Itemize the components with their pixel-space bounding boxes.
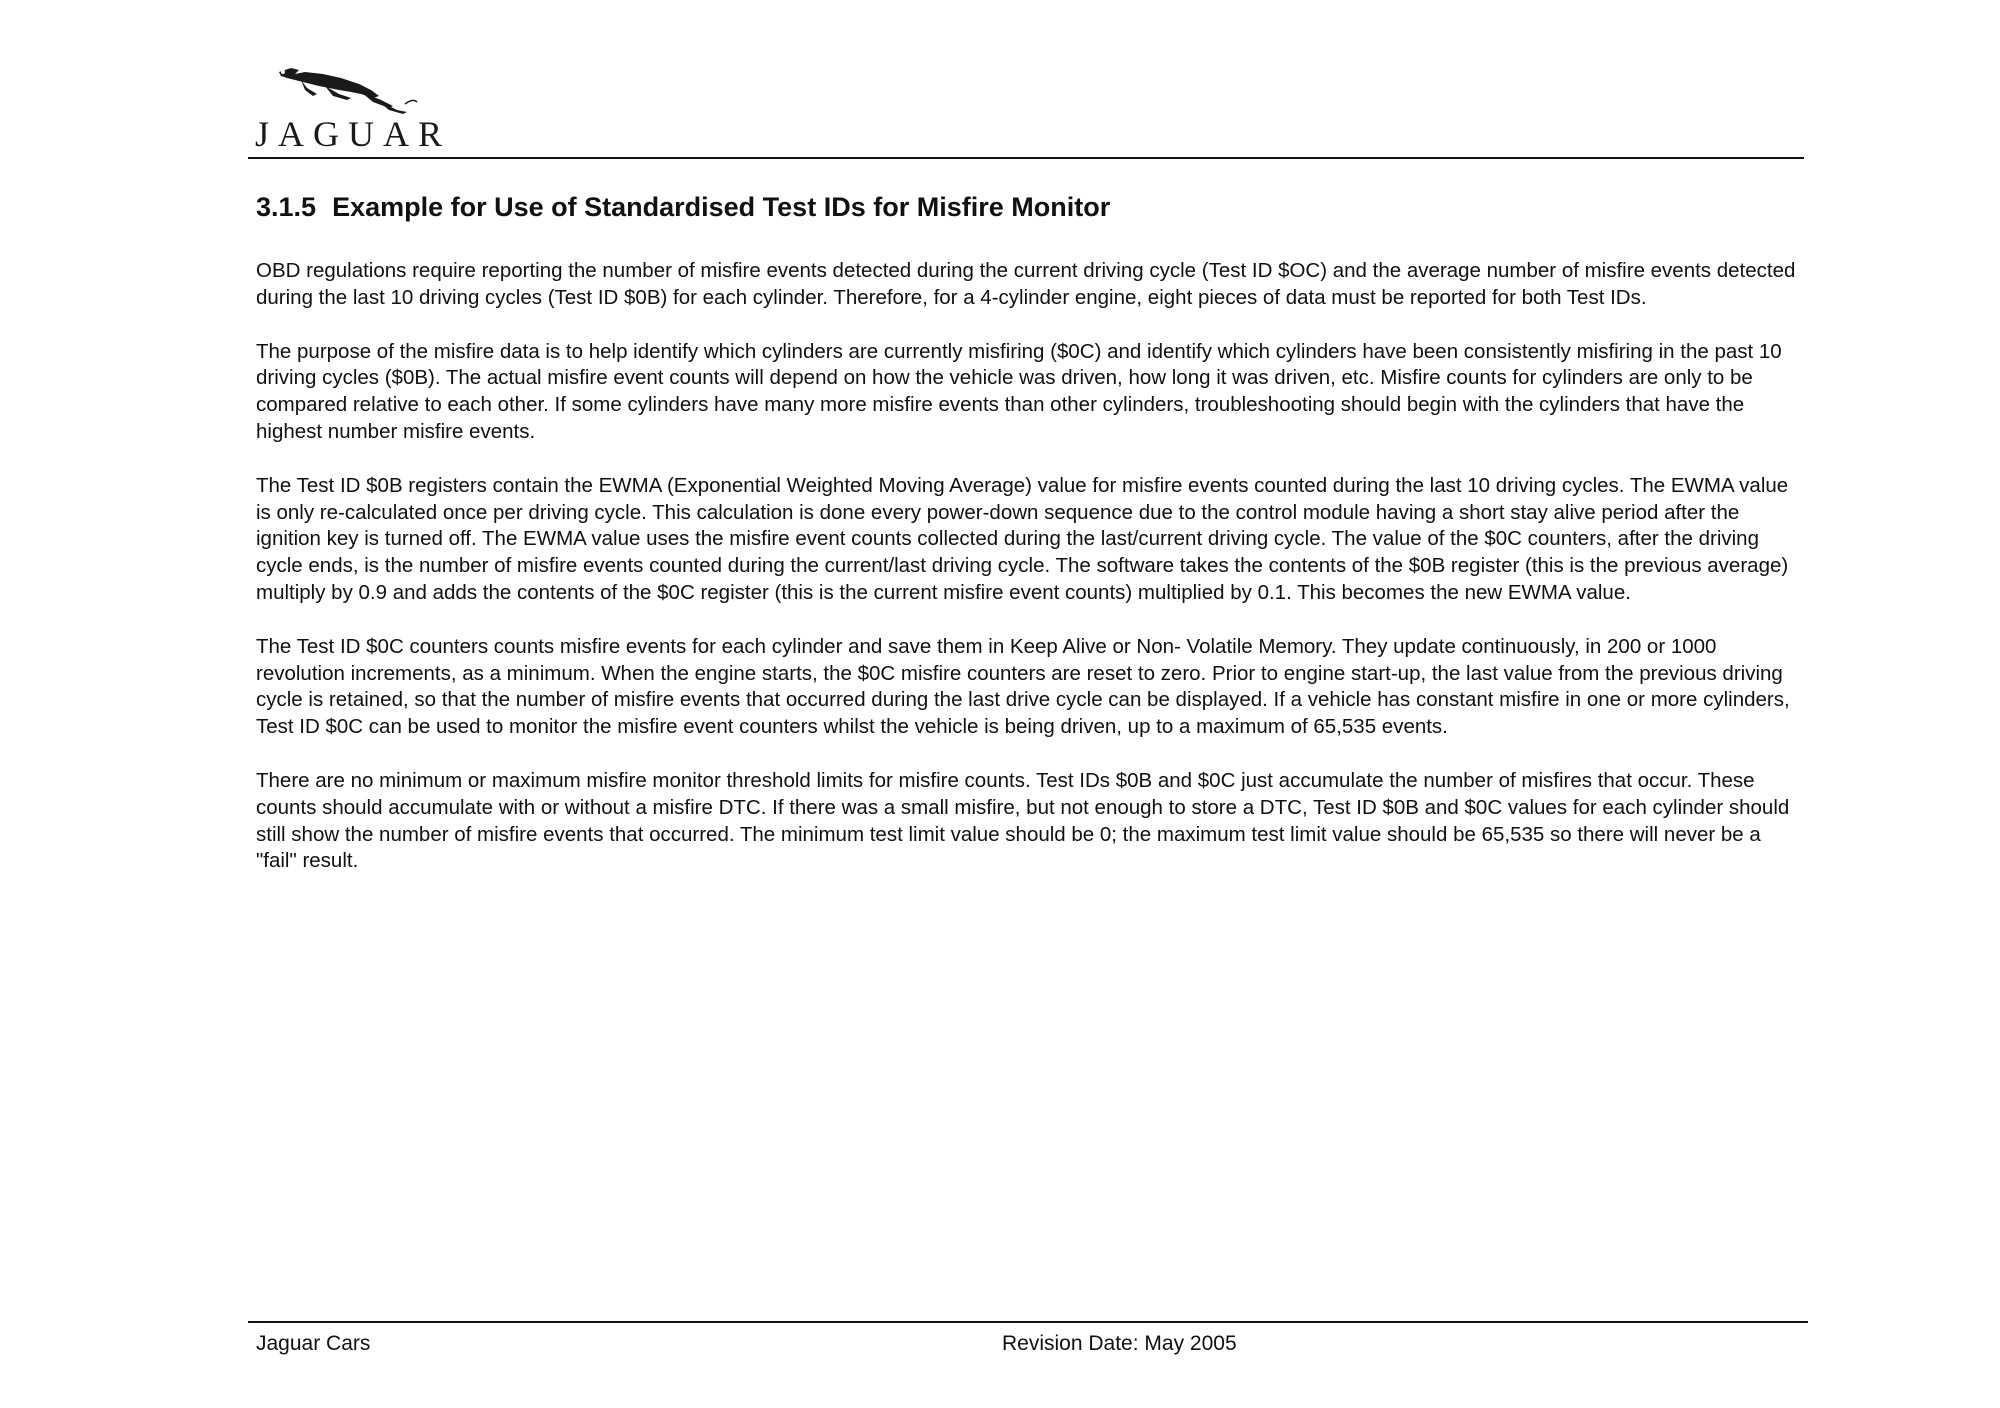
footer-divider [248, 1321, 1808, 1323]
paragraph-4: The Test ID $0C counters counts misfire events for each cylinder and save them in Keep Alive or Non- Volatile Memory. They update continuously, in 200 or 1000 revolution increments, as a minimum. When the engine starts, the $0C misfire counters are reset to zero. Prior to engine start-up, the last value from the previous driving cycle is retained, so that the number of misfire events that occurred during the last drive cycle can be displayed. If a vehicle has constant misfire in one or more cylinders, Test ID $0C can be used to monitor the misfire event counters whilst the vehicle is being driven, up to a maximum of 65,535 events. [256, 634, 1790, 739]
section-title: Example for Use of Standardised Test IDs for Misfire Monitor [332, 192, 1111, 222]
footer-revision-date: Revision Date: May 2005 [1002, 1332, 1237, 1355]
section-heading [256, 192, 1110, 223]
paragraph-1: OBD regulations require reporting the number of misfire events detected during the current driving cycle (Test ID $OC) and the average number of misfire events detected during the last 10 driving cycles (Test ID $0B) for each cylinder. Therefore, for a 4-cylinder engine, eight pieces of data must be reported for both Test IDs. [256, 259, 1796, 309]
paragraph-5: There are no minimum or maximum misfire monitor threshold limits for misfire counts. Test IDs $0B and $0C just accumulate the number of misfires that occur. These counts should accumulate with or without a misfire DTC. If there was a small misfire, but not enough to store a DTC, Test ID $0B and $0C values for each cylinder should still show the number of misfire events that occurred. The minimum test limit value should be 0; the maximum test limit value should be 65,535 so there will never be a "fail" result. [256, 768, 1790, 873]
document-body [256, 258, 1802, 902]
paragraph-2: The purpose of the misfire data is to help identify which cylinders are currently misfiring ($0C) and identify which cylinders have been consistently misfiring in the past 10 driving cycles ($0B). The actual misfire event counts will depend on how the vehicle was driven, how long it was driven, etc. Misfire counts for cylinders are only to be compared relative to each other. If some cylinders have many more misfire events than other cylinders, troubleshooting should begin with the cylinders that have the highest number misfire events. [256, 339, 1782, 443]
header-divider [248, 157, 1804, 159]
logo-wordmark: JAGUAR [255, 114, 452, 154]
jaguar-logo [255, 60, 452, 155]
footer-company: Jaguar Cars [256, 1332, 371, 1355]
section-number: 3.1.5 [256, 192, 317, 222]
paragraph-3: The Test ID $0B registers contain the EWMA (Exponential Weighted Moving Average) value for misfire events counted during the last 10 driving cycles. The EWMA value is only re-calculated once per driving cycle. This calculation is done every power-down sequence due to the control module having a short stay alive period after the ignition key is turned off. The EWMA value uses the misfire event counts collected during the last/current driving cycle. The value of the $0C counters, after the driving cycle ends, is the number of misfire events counted during the current/last driving cycle. The software takes the contents of the $0B register (this is the previous average) multiply by 0.9 and adds the contents of the $0C register (this is the current misfire event counts) multiplied by 0.1. This becomes the new EWMA value. [256, 473, 1789, 604]
leaping-jaguar-icon [265, 60, 425, 122]
